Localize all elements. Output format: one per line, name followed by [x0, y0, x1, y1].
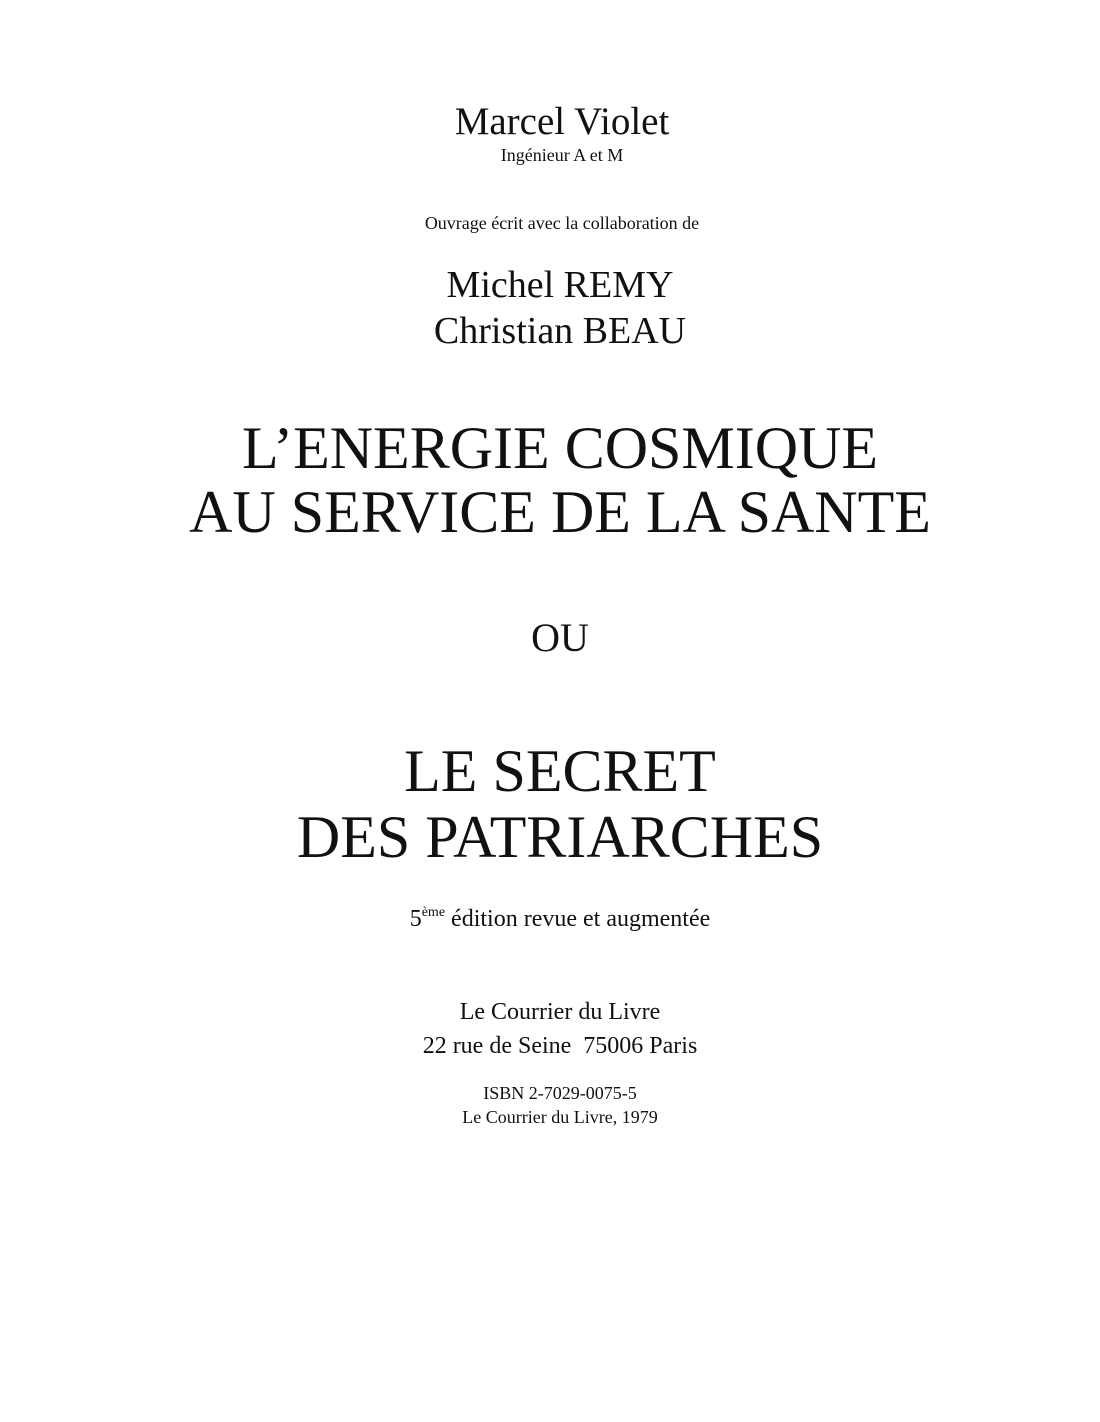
book-subtitle-line: LE SECRET — [404, 738, 716, 804]
copyright-line: Le Courrier du Livre, 1979 — [462, 1107, 658, 1127]
book-title-line: AU SERVICE DE LA SANTE — [189, 479, 931, 545]
author-role: Ingénieur A et M — [500, 145, 624, 165]
publisher-name: Le Courrier du Livre — [459, 999, 661, 1025]
author-name: Marcel Violet — [454, 100, 670, 143]
collaboration-intro: Ouvrage écrit avec la collaboration de — [424, 213, 700, 233]
collaborator-name: Michel REMY — [446, 264, 674, 306]
edition-ordinal-suffix: ème — [421, 905, 446, 920]
isbn: ISBN 2-7029-0075-5 — [483, 1083, 637, 1103]
book-subtitle-line: DES PATRIARCHES — [296, 804, 824, 870]
edition-text: édition revue et augmentée — [445, 906, 711, 932]
collaborator-name: Christian BEAU — [433, 310, 687, 352]
edition-number: 5 — [409, 906, 422, 932]
edition-statement — [10, 906, 1100, 931]
book-title-line: L’ENERGIE COSMIQUE — [241, 415, 879, 481]
publisher-address: 22 rue de Seine 75006 Paris — [422, 1033, 698, 1059]
title-conjunction: OU — [531, 615, 589, 660]
